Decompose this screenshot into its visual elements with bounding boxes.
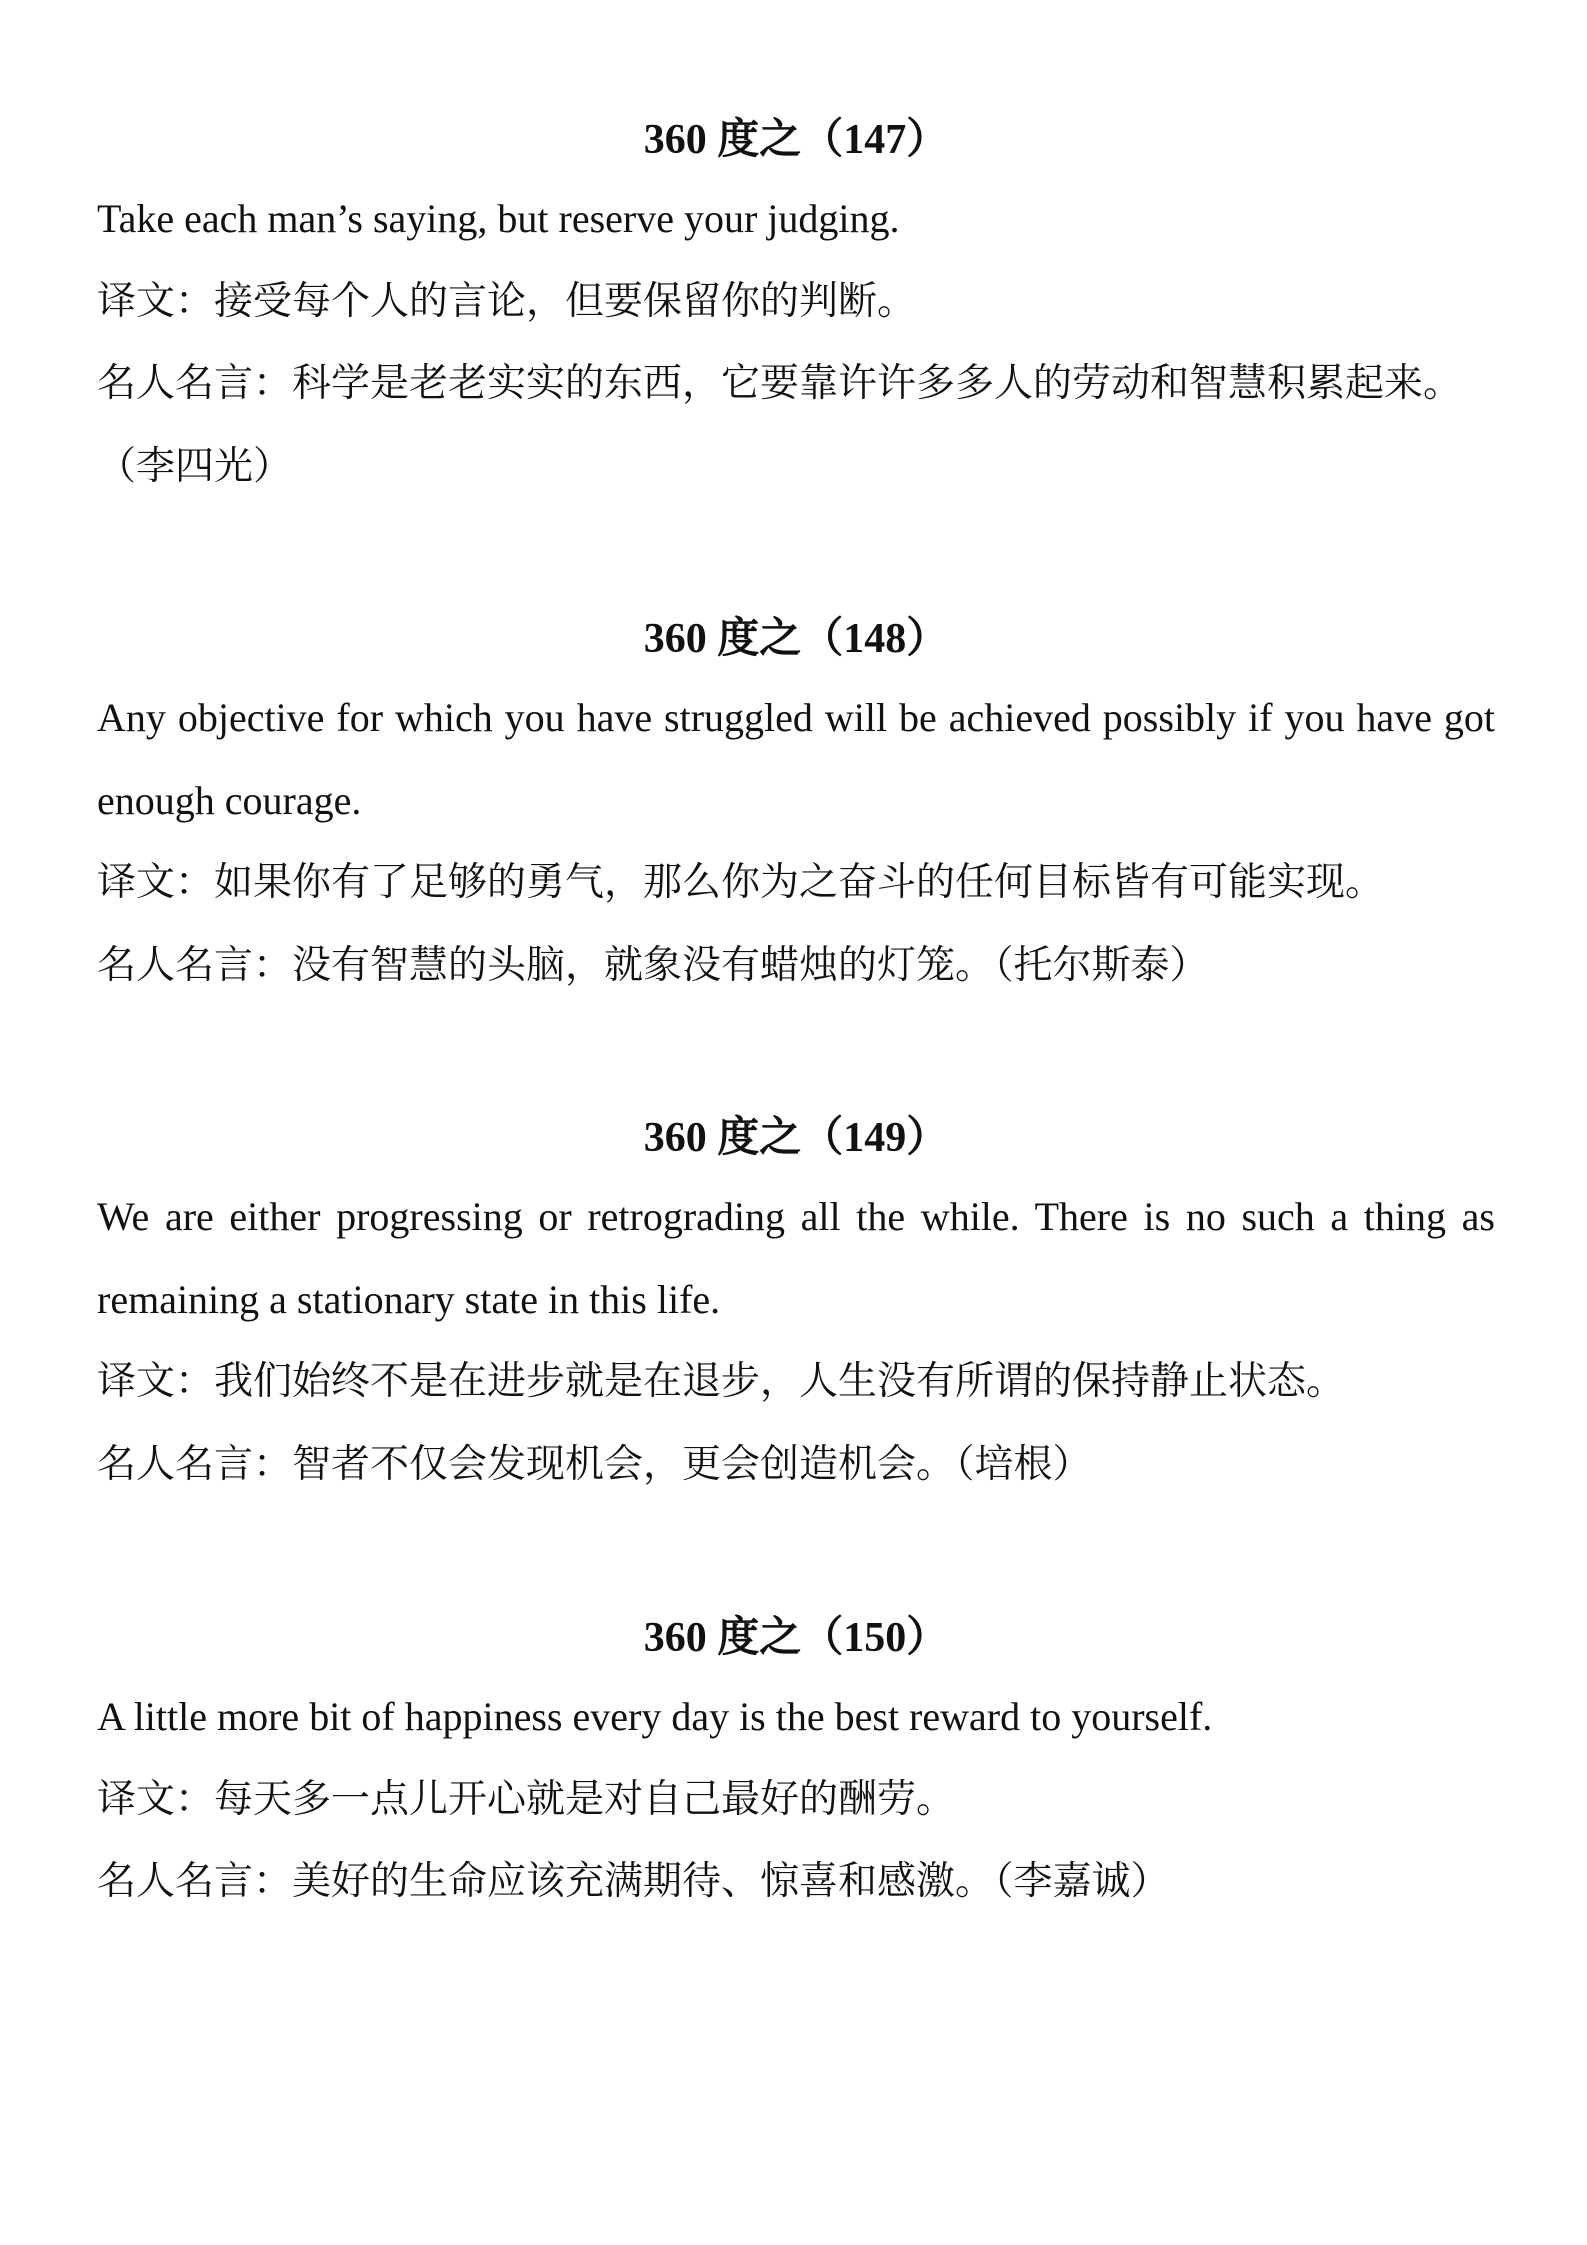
famous-quote: 名人名言：没有智慧的头脑，就象没有蜡烛的灯笼。（托尔斯泰） [97, 942, 1209, 988]
quote-section-149 [97, 1110, 1495, 1506]
english-sentence: We are either progressing or retrograding all the while. There is no such a thing as remaining a stationary state in this life. [97, 1194, 1495, 1322]
english-sentence: A little more bit of happiness every day is the best reward to yourself. [97, 1694, 1213, 1739]
translation-text: 译文：我们始终不是在进步就是在退步，人生没有所谓的保持静止状态。 [97, 1359, 1346, 1404]
translation-text: 译文：如果你有了足够的勇气，那么你为之奋斗的任何目标皆有可能实现。 [97, 860, 1385, 905]
translation-text: 译文：接受每个人的言论，但要保留你的判断。 [97, 278, 917, 324]
famous-quote: 名人名言：美好的生命应该充满期待、惊喜和感激。（李嘉诚） [97, 1859, 1170, 1904]
quote-section-148 [97, 611, 1495, 1007]
section-title: 360 度之（149） [643, 1115, 949, 1161]
quote-section-150 [97, 1610, 1495, 1924]
translation-text: 译文：每天多一点儿开心就是对自己最好的酬劳。 [97, 1776, 956, 1822]
famous-quote: 名人名言：科学是老老实实的东西，它要靠许许多多人的劳动和智慧积累起来。（李四光） [97, 361, 1463, 489]
quote-section-147 [97, 112, 1495, 508]
section-title: 360 度之（148） [643, 616, 949, 662]
section-title: 360 度之（147） [643, 117, 949, 163]
english-sentence: Any objective for which you have struggled will be achieved possibly if you have got enough courage. [97, 695, 1495, 823]
section-title: 360 度之（150） [643, 1615, 949, 1661]
famous-quote: 名人名言：智者不仅会发现机会，更会创造机会。（培根） [97, 1441, 1092, 1487]
english-sentence: Take each man’s saying, but reserve your judging. [97, 196, 900, 241]
